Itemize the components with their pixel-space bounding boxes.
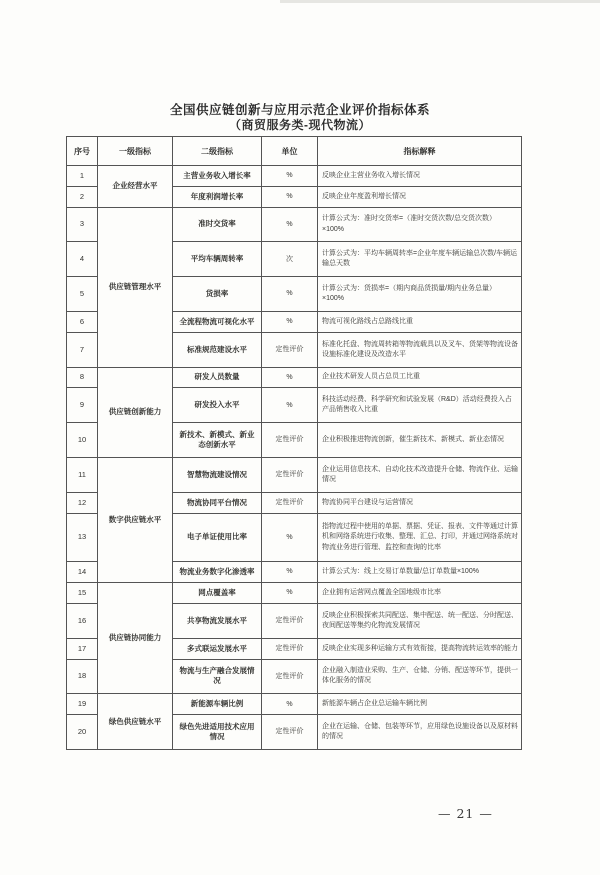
second-level-indicator: 准时交货率 [173, 207, 262, 242]
second-level-indicator: 物流业务数字化渗透率 [173, 562, 262, 583]
column-header-number: 序号 [67, 137, 98, 166]
document-title [0, 0, 600, 133]
second-level-indicator: 新技术、新模式、新业态创新水平 [173, 423, 262, 458]
row-number: 18 [67, 659, 98, 694]
indicator-explanation: 企业运用信息技术、自动化技术改造提升仓储、物流作业、运输情况 [318, 457, 522, 492]
scan-edge-artifact [280, 0, 600, 3]
second-level-indicator: 标准规范建设水平 [173, 332, 262, 367]
row-number: 3 [67, 207, 98, 242]
indicator-explanation: 物流协同平台建设与运营情况 [318, 492, 522, 513]
unit-value: 定性评价 [262, 659, 318, 694]
unit-value: 定性评价 [262, 423, 318, 458]
table-header-row [67, 137, 522, 166]
unit-value: % [262, 562, 318, 583]
unit-value: 定性评价 [262, 638, 318, 659]
first-level-indicator: 数字供应链水平 [98, 457, 173, 582]
row-number: 20 [67, 715, 98, 750]
row-number: 15 [67, 583, 98, 604]
first-level-indicator: 供应链管理水平 [98, 207, 173, 367]
row-number: 12 [67, 492, 98, 513]
table-row [67, 166, 522, 187]
row-number: 8 [67, 367, 98, 388]
column-header-second-level: 二级指标 [173, 137, 262, 166]
second-level-indicator: 共享物流发展水平 [173, 603, 262, 638]
indicator-explanation: 物流可视化路线占总路线比重 [318, 312, 522, 333]
first-level-indicator: 供应链协同能力 [98, 583, 173, 694]
row-number: 9 [67, 388, 98, 423]
indicator-explanation: 计算公式为：线上交易订单数量/总订单数量×100% [318, 562, 522, 583]
indicator-explanation: 新能源车辆占企业总运输车辆比例 [318, 694, 522, 715]
row-number: 4 [67, 242, 98, 277]
unit-value: 定性评价 [262, 332, 318, 367]
indicator-explanation: 企业融入制造业采购、生产、仓储、分销、配送等环节，提供一体化服务的情况 [318, 659, 522, 694]
second-level-indicator: 年度利润增长率 [173, 186, 262, 207]
column-header-explanation: 指标解释 [318, 137, 522, 166]
column-header-first-level: 一级指标 [98, 137, 173, 166]
row-number: 11 [67, 457, 98, 492]
title-line-2: （商贸服务类-现代物流） [229, 118, 371, 132]
indicator-explanation: 反映企业年度盈利增长情况 [318, 186, 522, 207]
title-line-1: 全国供应链创新与应用示范企业评价指标体系 [169, 103, 430, 117]
table-row [67, 457, 522, 492]
unit-value: 次 [262, 242, 318, 277]
unit-value: % [262, 694, 318, 715]
unit-value: % [262, 367, 318, 388]
row-number: 6 [67, 312, 98, 333]
indicator-explanation: 指物流过程中使用的单据、票据、凭证、报表、文件等通过计算机和网络系统进行收集、整理、汇总、打印，并通过网络系统对物流业务进行管理、监控和查询的比率 [318, 513, 522, 562]
second-level-indicator: 物流协同平台情况 [173, 492, 262, 513]
row-number: 1 [67, 166, 98, 187]
column-header-unit: 单位 [262, 137, 318, 166]
table-row [67, 694, 522, 715]
indicator-explanation: 反映企业实现多种运输方式有效衔接，提高物流转运效率的能力 [318, 638, 522, 659]
table-row [67, 207, 522, 242]
unit-value: 定性评价 [262, 457, 318, 492]
row-number: 7 [67, 332, 98, 367]
row-number: 16 [67, 603, 98, 638]
first-level-indicator: 供应链创新能力 [98, 367, 173, 457]
unit-value: % [262, 583, 318, 604]
indicator-explanation: 反映企业主营业务收入增长情况 [318, 166, 522, 187]
indicator-explanation: 计算公式为：准时交货率=（准时交货次数/总交货次数）×100% [318, 207, 522, 242]
second-level-indicator: 电子单证使用比率 [173, 513, 262, 562]
indicator-explanation: 企业积极推进物流创新，催生新技术、新模式、新业态情况 [318, 423, 522, 458]
indicator-explanation: 企业技术研发人员占总员工比重 [318, 367, 522, 388]
indicator-explanation: 企业拥有运营网点覆盖全国地级市比率 [318, 583, 522, 604]
unit-value: 定性评价 [262, 603, 318, 638]
indicator-explanation: 计算公式为：货损率=（期内商品货损量/期内业务总量）×100% [318, 277, 522, 312]
indicator-explanation: 计算公式为：平均车辆周转率=企业年度车辆运输总次数/车辆运输总天数 [318, 242, 522, 277]
unit-value: % [262, 388, 318, 423]
unit-value: % [262, 277, 318, 312]
unit-value: % [262, 312, 318, 333]
indicator-explanation: 企业在运输、仓储、包装等环节，应用绿色设施设备以及原材料的情况 [318, 715, 522, 750]
indicator-table [66, 136, 522, 750]
second-level-indicator: 研发投入水平 [173, 388, 262, 423]
row-number: 5 [67, 277, 98, 312]
table-row [67, 367, 522, 388]
second-level-indicator: 平均车辆周转率 [173, 242, 262, 277]
indicator-explanation: 反映企业积极探索共同配送、集中配送、统一配送、分时配送、夜间配送等集约化物流发展情况 [318, 603, 522, 638]
second-level-indicator: 网点覆盖率 [173, 583, 262, 604]
page-number: — 21 — [438, 806, 493, 821]
unit-value: % [262, 186, 318, 207]
second-level-indicator: 全流程物流可视化水平 [173, 312, 262, 333]
second-level-indicator: 新能源车辆比例 [173, 694, 262, 715]
row-number: 14 [67, 562, 98, 583]
table-row [67, 583, 522, 604]
second-level-indicator: 主营业务收入增长率 [173, 166, 262, 187]
unit-value: % [262, 166, 318, 187]
row-number: 19 [67, 694, 98, 715]
unit-value: % [262, 207, 318, 242]
unit-value: % [262, 513, 318, 562]
second-level-indicator: 多式联运发展水平 [173, 638, 262, 659]
row-number: 2 [67, 186, 98, 207]
indicator-explanation: 标准化托盘、物流周转箱等物流载具以及叉车、货架等物流设备设施标准化建设及改造水平 [318, 332, 522, 367]
second-level-indicator: 绿色先进适用技术应用情况 [173, 715, 262, 750]
indicator-explanation: 科技活动经费、科学研究和试验发展（R&D）活动经费投入占产品销售收入比重 [318, 388, 522, 423]
second-level-indicator: 物流与生产融合发展情况 [173, 659, 262, 694]
row-number: 13 [67, 513, 98, 562]
unit-value: 定性评价 [262, 715, 318, 750]
row-number: 17 [67, 638, 98, 659]
second-level-indicator: 智慧物流建设情况 [173, 457, 262, 492]
second-level-indicator: 研发人员数量 [173, 367, 262, 388]
first-level-indicator: 企业经营水平 [98, 166, 173, 208]
unit-value: 定性评价 [262, 492, 318, 513]
first-level-indicator: 绿色供应链水平 [98, 694, 173, 750]
second-level-indicator: 货损率 [173, 277, 262, 312]
row-number: 10 [67, 423, 98, 458]
